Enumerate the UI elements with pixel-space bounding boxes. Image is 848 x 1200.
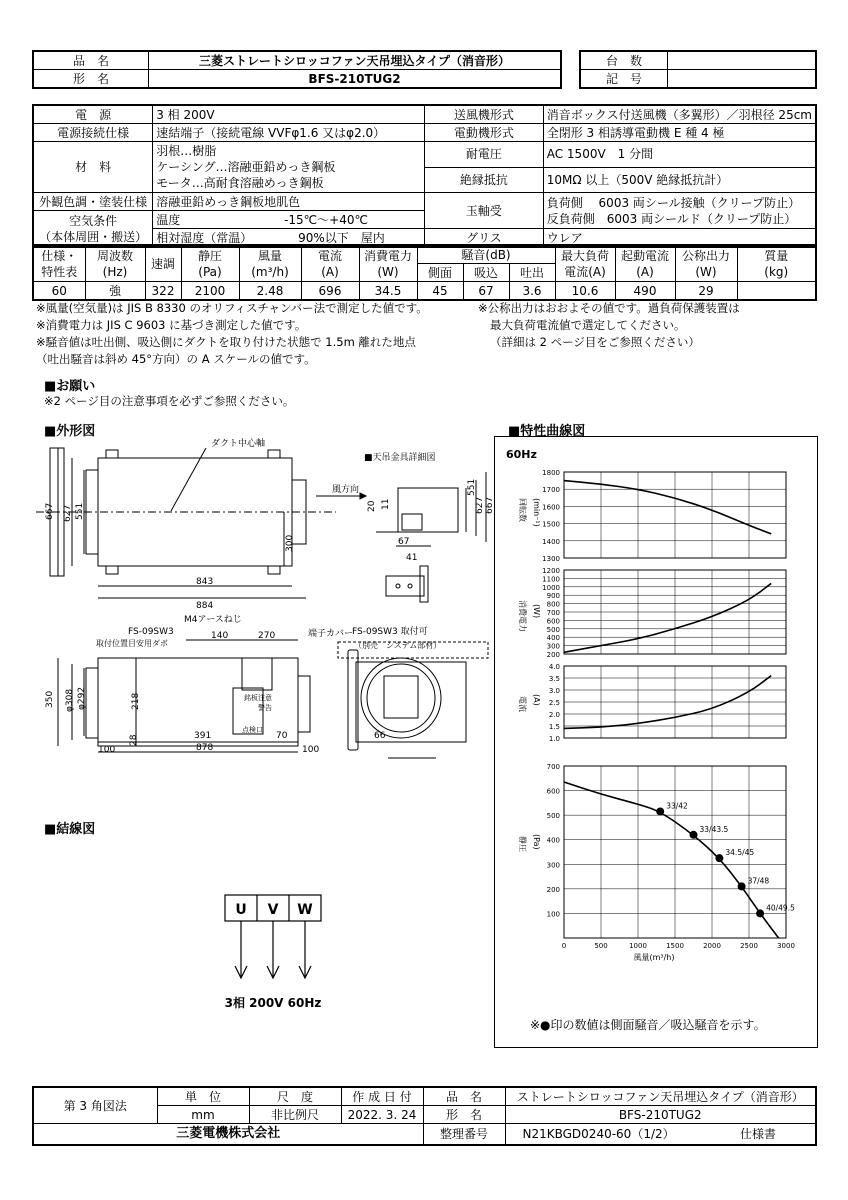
noise-marker-label-3: 37/48 bbox=[747, 876, 770, 886]
curve-series-0 bbox=[564, 481, 771, 534]
y-tick-label-1-1: 300 bbox=[546, 642, 560, 651]
curve-series-1 bbox=[564, 583, 771, 652]
ondo-row bbox=[153, 211, 425, 229]
dim-551b: 551 bbox=[467, 478, 477, 496]
katamei-value: BFS-210TUG2 bbox=[149, 70, 562, 89]
val-power: 696 bbox=[301, 282, 359, 301]
zairyo-line-2: ケーシング…溶融亜鉛めっき鋼板 bbox=[156, 160, 336, 174]
y-tick-label-1-4: 600 bbox=[546, 617, 560, 626]
current-unit: (A) bbox=[532, 694, 541, 706]
hdr-output-2: (W) bbox=[695, 264, 717, 279]
header-table bbox=[32, 50, 562, 89]
shitsudo-value: 90%以下 屋内 bbox=[298, 230, 385, 245]
val-mass: 29 bbox=[675, 282, 737, 301]
label-m4: M4アースねじ bbox=[184, 615, 242, 625]
footer-hinmei: ストレートシロッコファン天吊埋込タイプ（消音形） bbox=[505, 1087, 816, 1106]
val-current: 2.48 bbox=[239, 282, 301, 301]
label-fs2: FS-09SW3 取付可 bbox=[352, 627, 428, 637]
label-fs2b: （別売 システム部材） bbox=[354, 641, 442, 650]
dim-667b: 667 bbox=[485, 496, 495, 514]
dengen-label: 電 源 bbox=[33, 105, 153, 124]
footer-hinmei-label: 品 名 bbox=[423, 1087, 505, 1106]
x-tick-label-6: 3000 bbox=[777, 942, 795, 950]
hdr-pressure-1: 静圧 bbox=[197, 248, 222, 263]
kuki-label-1: 空気条件 bbox=[69, 213, 118, 228]
noise-marker-label-1: 33/43.5 bbox=[699, 824, 729, 834]
dim-kanagu: ■天吊金具詳細図 bbox=[364, 453, 436, 463]
footer-katamei-label: 形 名 bbox=[423, 1106, 505, 1124]
y-tick-label-1-3: 500 bbox=[546, 625, 560, 634]
x-tick-label-4: 2000 bbox=[703, 942, 721, 950]
perf-row-label-1: 仕様・ bbox=[41, 248, 78, 263]
val-flow: 2100 bbox=[181, 282, 239, 301]
y-tick-label-0-1: 1400 bbox=[542, 537, 560, 546]
grease-label: グリス bbox=[424, 229, 543, 248]
hdr-flow-1: 風量 bbox=[257, 248, 282, 263]
hdr-maxcur-1: 最大負荷 bbox=[560, 248, 609, 263]
dim-41: 41 bbox=[406, 553, 418, 563]
power-label: 消費電力 bbox=[518, 600, 527, 632]
hdr-power-1: 消費電力 bbox=[363, 248, 412, 263]
y-tick-label-2-6: 4.0 bbox=[548, 663, 560, 671]
hdr-maxcur bbox=[555, 245, 615, 282]
dim-350: 350 bbox=[45, 690, 55, 708]
tokusei-title: ■特性曲線図 bbox=[508, 424, 586, 439]
hdr-mass-1: 質量 bbox=[764, 248, 789, 263]
dim-20: 20 bbox=[367, 500, 377, 512]
hdr-power-2: (W) bbox=[377, 264, 399, 279]
dim-884: 884 bbox=[196, 601, 214, 611]
onegai-text: ※2 ページ目の注意事項を必ずご参照ください。 bbox=[44, 394, 295, 408]
hdr-pressure bbox=[181, 245, 239, 282]
noise-marker-4 bbox=[756, 909, 764, 917]
shakudo-label: 尺 度 bbox=[249, 1087, 341, 1106]
hdr-output-1: 公称出力 bbox=[681, 248, 730, 263]
hdr-flow bbox=[239, 245, 301, 282]
pressure-label: 静圧 bbox=[518, 836, 527, 852]
taidenatsu-value: AC 1500V 1 分間 bbox=[543, 142, 816, 168]
taidenatsu-label: 耐電圧 bbox=[424, 142, 543, 168]
dim-292: φ292 bbox=[77, 686, 87, 710]
terminal-v: V bbox=[267, 902, 279, 918]
dim-140: 140 bbox=[211, 631, 229, 641]
seiri-label: 整理番号 bbox=[423, 1124, 505, 1146]
y-tick-label-0-5: 1800 bbox=[542, 469, 560, 477]
katamei-label: 形 名 bbox=[33, 70, 149, 89]
note-r3: （詳細は 2 ページ目をご参照ください） bbox=[490, 335, 700, 349]
y-tick-label-3-3: 400 bbox=[546, 836, 560, 845]
x-tick-label-2: 1000 bbox=[629, 942, 647, 950]
zairyo-line-3: モータ…高耐食溶融めっき鋼板 bbox=[156, 176, 324, 190]
noise-marker-3 bbox=[738, 882, 746, 890]
val-noise-side: 34.5 bbox=[359, 282, 417, 301]
dim-67: 67 bbox=[398, 537, 410, 547]
outline-drawing bbox=[36, 436, 496, 816]
wiring-caption: 3相 200V 60Hz bbox=[224, 996, 322, 1010]
hdr-output bbox=[675, 245, 737, 282]
fan-outlet-circle bbox=[361, 658, 441, 738]
hdr-mass-2: (kg) bbox=[764, 264, 789, 279]
zairyo-line-1: 羽根…樹脂 bbox=[156, 144, 217, 158]
dim-878: 878 bbox=[196, 743, 214, 753]
label-nameplate: 銘板 bbox=[244, 694, 258, 702]
chart-freq: 60Hz bbox=[506, 448, 537, 461]
y-tick-label-1-7: 900 bbox=[546, 592, 560, 601]
hdr-startcur bbox=[615, 245, 675, 282]
perf-table bbox=[32, 244, 817, 301]
val-startcur: 10.6 bbox=[555, 282, 615, 301]
setsuzoku-value: 速結端子（接続電線 VVFφ1.6 又はφ2.0） bbox=[153, 124, 425, 142]
label-terminal: 端子カバー bbox=[308, 629, 354, 639]
dendoki-value: 全閉形 3 相誘導電動機 E 種 4 極 bbox=[543, 124, 816, 142]
terminal-u: U bbox=[235, 902, 247, 918]
ondo-value: -15℃～+40℃ bbox=[284, 212, 368, 227]
chart-note: ※●印の数値は側面騒音／吸込騒音を示す。 bbox=[530, 1018, 766, 1032]
dim-270: 270 bbox=[258, 631, 276, 641]
label-warn: 警告 bbox=[258, 704, 272, 712]
x-tick-label-5: 2500 bbox=[740, 942, 758, 950]
gaikei-title: ■外形図 bbox=[44, 424, 96, 439]
hdr-maxcur-2: 電流(A) bbox=[564, 264, 606, 279]
kuki-label bbox=[33, 211, 153, 248]
noise-marker-2 bbox=[715, 854, 723, 862]
note-r2: 最大負荷電流値で選定してください。 bbox=[490, 318, 686, 332]
rpm-label: 回転数 bbox=[518, 498, 527, 522]
hdr-current-1: 電流 bbox=[317, 248, 342, 263]
val-freq: 60 bbox=[33, 282, 85, 301]
hdr-noise-in: 吸込 bbox=[463, 264, 509, 282]
y-tick-label-1-9: 1100 bbox=[542, 575, 560, 584]
date-value: 2022. 3. 24 bbox=[341, 1106, 423, 1124]
seiri-row bbox=[505, 1124, 816, 1146]
y-tick-label-3-6: 700 bbox=[546, 763, 560, 771]
hdr-startcur-1: 起動電流 bbox=[620, 248, 669, 263]
y-tick-label-1-8: 1000 bbox=[542, 583, 560, 592]
label-fs1b: 取付位置目安用ダボ bbox=[96, 639, 168, 648]
noise-marker-0 bbox=[656, 807, 664, 815]
zetsuen-label: 絶縁抵抗 bbox=[424, 167, 543, 193]
noise-marker-label-0: 33/42 bbox=[666, 801, 688, 811]
daisu-label: 台 数 bbox=[580, 51, 668, 70]
hdr-current-2: (A) bbox=[321, 264, 339, 279]
dim-843: 843 bbox=[196, 577, 214, 587]
dim-627: 627 bbox=[63, 504, 73, 522]
y-tick-label-2-5: 3.5 bbox=[548, 675, 560, 683]
terminal-w: W bbox=[297, 902, 313, 918]
dim-551: 551 bbox=[75, 502, 85, 520]
note-3: ※騒音値は吐出側、吸込側にダクトを取り付けた状態で 1.5m 離れた地点 bbox=[36, 335, 416, 349]
label-fs1: FS-09SW3 bbox=[128, 627, 174, 637]
dim-667: 667 bbox=[45, 502, 55, 520]
y-tick-label-2-0: 1.0 bbox=[548, 735, 560, 743]
dim-66: 66 bbox=[374, 731, 386, 741]
hdr-mass bbox=[737, 245, 816, 282]
ondo-label: 温度 bbox=[156, 212, 181, 227]
projection: 第 3 角図法 bbox=[33, 1087, 157, 1124]
zairyo-value bbox=[153, 142, 425, 193]
perf-row-label-2: 特性表 bbox=[41, 264, 78, 279]
label-check: 点検口 bbox=[242, 726, 263, 734]
hdr-startcur-2: (A) bbox=[636, 264, 654, 279]
noise-marker-1 bbox=[690, 831, 698, 839]
dim-70: 70 bbox=[276, 731, 288, 741]
val-noise-out: 67 bbox=[463, 282, 509, 301]
dim-airflow: 風方向 bbox=[332, 485, 360, 495]
dim-28: 28 bbox=[129, 734, 139, 746]
daisu-table bbox=[579, 50, 817, 89]
dim-100a: 100 bbox=[98, 745, 116, 755]
val-speed: 強 bbox=[85, 282, 145, 301]
label-caution: 注意 bbox=[258, 694, 272, 702]
hdr-freq-1: 周波数 bbox=[96, 248, 133, 263]
dim-100b: 100 bbox=[302, 745, 320, 755]
y-tick-label-1-6: 800 bbox=[546, 600, 560, 609]
sofu-value: 消音ボックス付送風機（多翼形）／羽根径 25cm bbox=[543, 105, 816, 124]
tani-value: mm bbox=[157, 1106, 249, 1124]
notes-left bbox=[36, 300, 428, 368]
y-tick-label-0-3: 1600 bbox=[542, 503, 560, 512]
tamajiku-line-2: 反負荷側 6003 両シールド（クリープ防止） bbox=[546, 211, 797, 226]
noise-marker-label-2: 34.5/45 bbox=[725, 848, 755, 858]
note-r1: ※公称出力はおおよその値です。過負荷保護装置は bbox=[478, 301, 740, 315]
doc-type: 仕様書 bbox=[739, 1127, 776, 1141]
dendoki-label: 電動機形式 bbox=[424, 124, 543, 142]
daisu-value bbox=[668, 51, 817, 70]
grease-value: ウレア bbox=[543, 229, 816, 248]
y-tick-label-3-0: 100 bbox=[546, 910, 560, 919]
val-output: 490 bbox=[615, 282, 675, 301]
shitsudo-label: 相対湿度（常温） bbox=[156, 230, 253, 245]
y-tick-label-0-0: 1300 bbox=[542, 555, 560, 563]
val-pressure: 322 bbox=[145, 282, 181, 301]
sofu-label: 送風機形式 bbox=[424, 105, 543, 124]
kigo-label: 記 号 bbox=[580, 70, 668, 89]
dim-11: 11 bbox=[381, 498, 391, 510]
dim-218: 218 bbox=[131, 692, 141, 710]
gaikan-label: 外観色調・塗装仕様 bbox=[33, 193, 153, 211]
noise-marker-label-4: 40/49.5 bbox=[766, 903, 795, 913]
hdr-freq bbox=[85, 245, 145, 282]
y-tick-label-2-3: 2.5 bbox=[548, 699, 560, 707]
y-tick-label-3-4: 500 bbox=[546, 812, 560, 821]
y-tick-label-0-4: 1700 bbox=[542, 486, 560, 495]
spec-table bbox=[32, 104, 817, 248]
dim-300: 300 bbox=[285, 534, 295, 552]
hdr-noise-side: 側面 bbox=[417, 264, 463, 282]
dim-627b: 627 bbox=[475, 496, 485, 514]
x-tick-label-0: 0 bbox=[561, 942, 567, 950]
terminal-cover bbox=[242, 658, 272, 690]
hdr-power bbox=[359, 245, 417, 282]
wiring-diagram bbox=[200, 880, 370, 1030]
characteristic-curves bbox=[494, 436, 816, 1046]
tani-label: 単 位 bbox=[157, 1087, 249, 1106]
hdr-speed: 速調 bbox=[145, 245, 181, 282]
zairyo-label: 材 料 bbox=[33, 142, 153, 193]
hdr-noise-out: 吐出 bbox=[509, 264, 555, 282]
pressure-unit: (Pa) bbox=[532, 834, 541, 850]
y-tick-label-1-2: 400 bbox=[546, 634, 560, 643]
seiri-value: N21KBGD0240-60（1/2） bbox=[522, 1127, 675, 1141]
kessen-title: ■結線図 bbox=[44, 822, 96, 837]
y-tick-label-1-5: 700 bbox=[546, 609, 560, 617]
tamajiku-line-1: 負荷側 6003 両シール接触（クリープ防止） bbox=[546, 195, 801, 210]
val-maxcur: 3.6 bbox=[509, 282, 555, 301]
y-tick-label-1-10: 1200 bbox=[542, 567, 560, 575]
rpm-unit: (min⁻¹) bbox=[532, 498, 541, 527]
dengen-value: 3 相 200V bbox=[153, 105, 425, 124]
dim-308: φ308 bbox=[65, 688, 75, 712]
hdr-noise: 騒音(dB) bbox=[417, 245, 555, 264]
x-tick-label-3: 1500 bbox=[666, 942, 684, 950]
kigo-value bbox=[668, 70, 817, 89]
dim-391: 391 bbox=[194, 731, 212, 741]
notes-right bbox=[478, 300, 740, 351]
note-2: ※消費電力は JIS C 9603 に基づき測定した値です。 bbox=[36, 318, 307, 332]
y-tick-label-3-1: 200 bbox=[546, 885, 560, 894]
footer-katamei: BFS-210TUG2 bbox=[505, 1106, 816, 1124]
date-label: 作 成 日 付 bbox=[341, 1087, 423, 1106]
note-1: ※風量(空気量)は JIS B 8330 のオリフィスチャンバー法で測定した値です。 bbox=[36, 301, 428, 315]
kuki-label-2: （本体周囲・搬送） bbox=[39, 229, 148, 244]
zetsuen-value: 10MΩ 以上（500V 絶縁抵抗計） bbox=[543, 167, 816, 193]
note-3b: （吐出騒音は斜め 45°方向）の A スケールの値です。 bbox=[36, 352, 316, 366]
hdr-freq-2: (Hz) bbox=[102, 264, 128, 279]
y-tick-label-2-2: 2.0 bbox=[548, 711, 560, 719]
current-label: 電流 bbox=[518, 696, 527, 712]
company: 三菱電機株式会社 bbox=[33, 1124, 423, 1146]
gaikan-value: 溶融亜鉛めっき鋼板地肌色 bbox=[153, 193, 425, 211]
power-unit: (W) bbox=[532, 604, 541, 619]
shakudo-value: 非比例尺 bbox=[249, 1106, 341, 1124]
x-tick-label-1: 500 bbox=[594, 942, 608, 950]
hdr-pressure-2: (Pa) bbox=[198, 264, 222, 279]
hinmei-label: 品 名 bbox=[33, 51, 149, 70]
hdr-flow-2: (m³/h) bbox=[251, 264, 289, 279]
y-tick-label-1-0: 200 bbox=[546, 651, 560, 659]
hinmei-value: 三菱ストレートシロッコファン天吊埋込タイプ（消音形） bbox=[149, 51, 562, 70]
y-tick-label-0-2: 1500 bbox=[542, 520, 560, 529]
y-tick-label-2-1: 1.5 bbox=[548, 723, 560, 731]
setsuzoku-label: 電源接続仕様 bbox=[33, 124, 153, 142]
hdr-current bbox=[301, 245, 359, 282]
tamajiku-value bbox=[543, 193, 816, 229]
onegai-title: ■お願い bbox=[44, 379, 96, 394]
y-tick-label-3-5: 600 bbox=[546, 787, 560, 796]
flow-label: 風量(m³/h) bbox=[633, 953, 675, 962]
val-noise-in: 45 bbox=[417, 282, 463, 301]
y-tick-label-3-2: 300 bbox=[546, 861, 560, 870]
dim-duct-center: ダクト中心軸 bbox=[211, 439, 266, 449]
perf-row-label bbox=[33, 245, 85, 282]
tamajiku-label: 玉軸受 bbox=[424, 193, 543, 229]
footer-table bbox=[32, 1086, 817, 1146]
y-tick-label-2-4: 3.0 bbox=[548, 687, 560, 695]
